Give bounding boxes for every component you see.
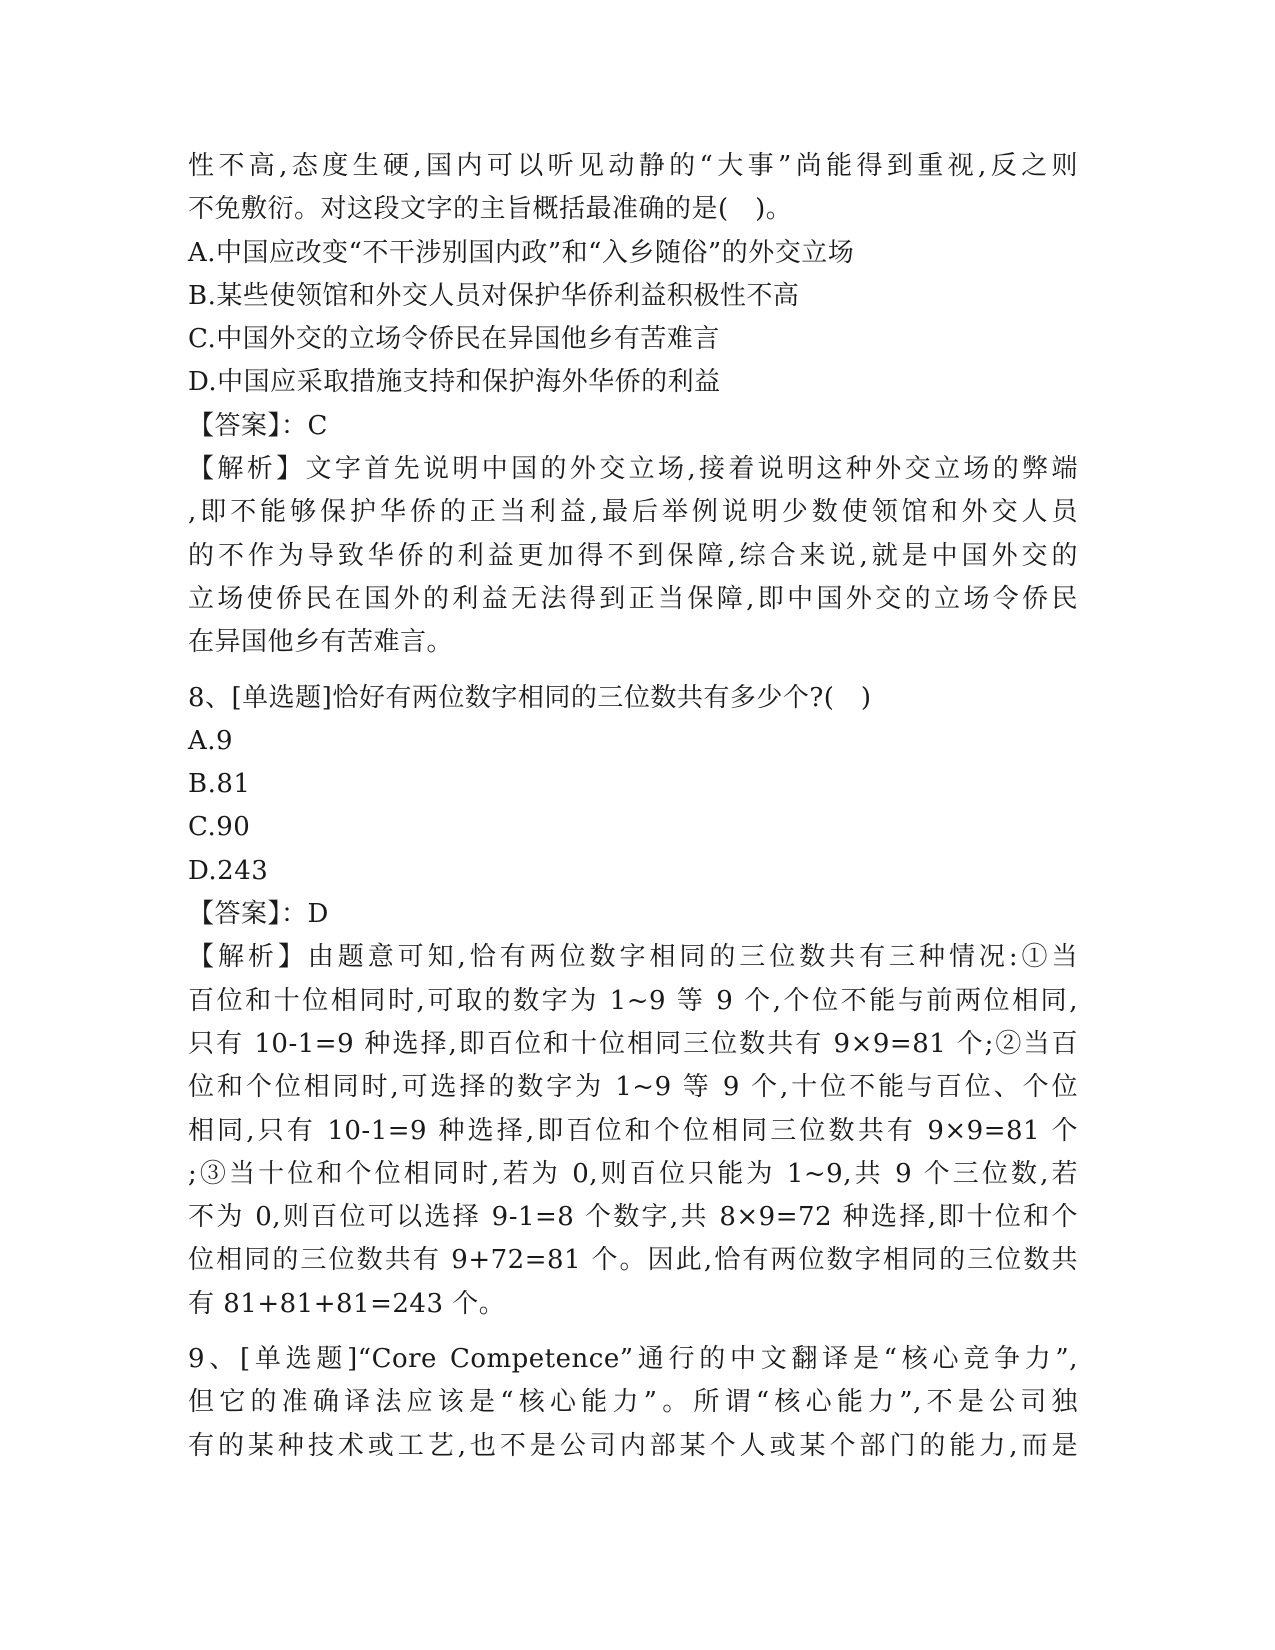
question-stem-line: 9、[单选题]“Core Competence”通行的中文翻译是“核心竞争力”, — [188, 1344, 1078, 1375]
option-c: C.中国外交的立场令侨民在异国他乡有苦难言 — [188, 324, 720, 355]
analysis-line: ,即不能够保护华侨的正当利益,最后举例说明少数使领馆和外交人员 — [188, 497, 1078, 528]
question-7 — [188, 145, 1078, 665]
option-a: A.9 — [188, 725, 234, 756]
analysis-line: 不为 0,则百位可以选择 9-1=8 个数字,共 8×9=72 种选择,即十位和个 — [188, 1202, 1078, 1233]
analysis-line: 【解析】由题意可知,恰有两位数字相同的三位数共有三种情况:①当 — [188, 942, 1078, 973]
question-stem-line: 但它的准确译法应该是“核心能力”。所谓“核心能力”,不是公司独 — [188, 1387, 1078, 1418]
analysis-line: 相同,只有 10-1=9 种选择,即百位和个位相同三位数共有 9×9=81 个 — [188, 1115, 1078, 1146]
spacer — [188, 1326, 1078, 1338]
option-c: C.90 — [188, 812, 251, 843]
option-b: B.某些使领馆和外交人员对保护华侨利益积极性不高 — [188, 280, 800, 311]
option-a: A.中国应改变“不干涉别国内政”和“入乡随俗”的外交立场 — [188, 237, 855, 268]
analysis-line: ;③当十位和个位相同时,若为 0,则百位只能为 1~9,共 9 个三位数,若 — [188, 1158, 1078, 1189]
analysis-line: 只有 10-1=9 种选择,即百位和十位相同三位数共有 9×9=81 个;②当百 — [188, 1028, 1078, 1059]
option-d: D.243 — [188, 855, 269, 886]
question-9 — [188, 1338, 1078, 1468]
analysis-line: 立场使侨民在国外的利益无法得到正当保障,即中国外交的立场令侨民 — [188, 583, 1078, 614]
question-stem: 8、[单选题]恰好有两位数字相同的三位数共有多少个?( ) — [188, 682, 872, 713]
option-b: B.81 — [188, 769, 251, 800]
analysis-line: 【解析】文字首先说明中国的外交立场,接着说明这种外交立场的弊端 — [188, 454, 1078, 485]
analysis-line: 位相同的三位数共有 9+72=81 个。因此,恰有两位数字相同的三位数共 — [188, 1245, 1078, 1276]
question-8 — [188, 677, 1078, 1326]
document-page — [188, 145, 1078, 1468]
spacer — [188, 665, 1078, 677]
option-d: D.中国应采取措施支持和保护海外华侨的利益 — [188, 367, 721, 398]
analysis-line: 百位和十位相同时,可取的数字为 1~9 等 9 个,个位不能与前两位相同, — [188, 985, 1078, 1016]
analysis-line: 的不作为导致华侨的利益更加得不到保障,综合来说,就是中国外交的 — [188, 540, 1078, 571]
analysis-line: 在异国他乡有苦难言。 — [188, 627, 454, 658]
answer-line: 【答案】：D — [188, 899, 329, 930]
analysis-line: 位和个位相同时,可选择的数字为 1~9 等 9 个,十位不能与百位、个位 — [188, 1072, 1078, 1103]
question-stem-line: 不免敷衍。对这段文字的主旨概括最准确的是( )。 — [188, 194, 793, 225]
question-stem-line: 性不高,态度生硬,国内可以听见动静的“大事”尚能得到重视,反之则 — [188, 151, 1078, 181]
analysis-line: 有 81+81+81=243 个。 — [188, 1288, 506, 1319]
answer-line: 【答案】：C — [188, 410, 328, 441]
question-stem-line: 有的某种技术或工艺,也不是公司内部某个人或某个部门的能力,而是 — [188, 1430, 1078, 1461]
